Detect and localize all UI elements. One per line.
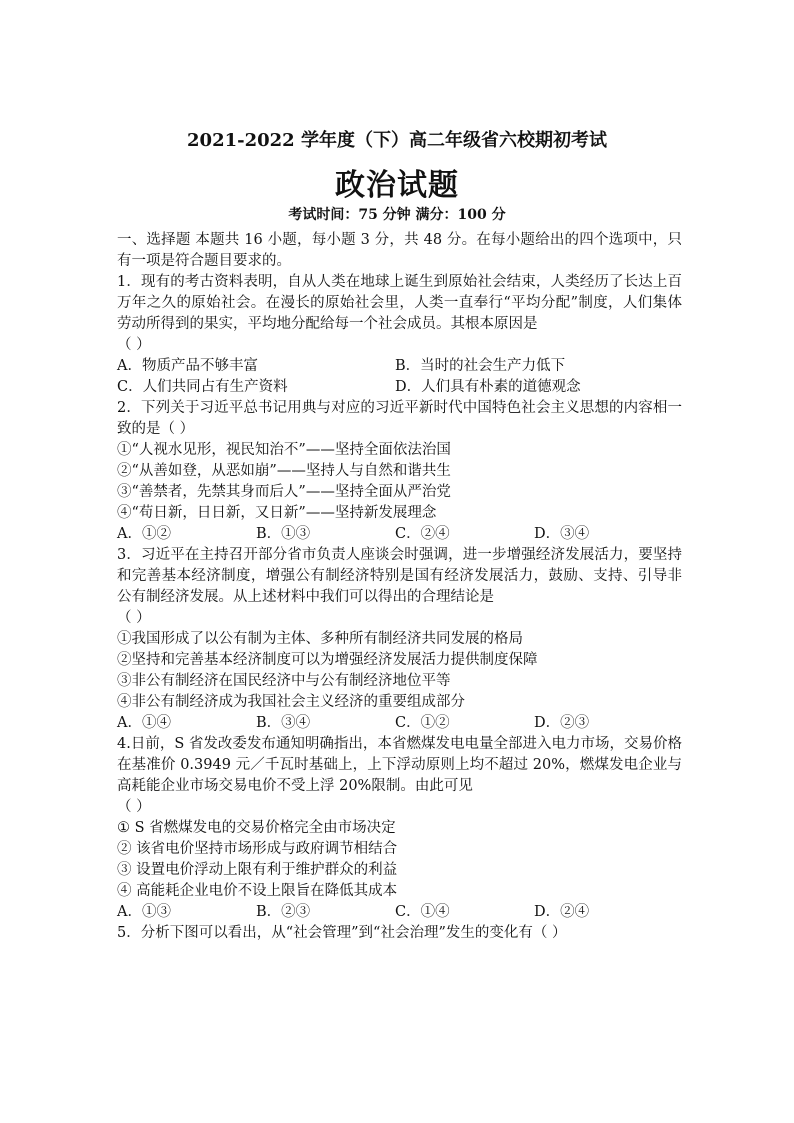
q4-option-a: A．①③ xyxy=(117,904,171,920)
q1-option-a: A．物质产品不够丰富 xyxy=(117,358,258,374)
q2-option-b: B．①③ xyxy=(256,526,311,542)
q3-item: ④非公有制经济成为我国社会主义经济的重要组成部分 xyxy=(117,694,465,710)
q1-option-d: D．人们具有朴素的道德观念 xyxy=(395,379,581,395)
q2-option-a: A．①② xyxy=(117,526,171,542)
q4-options xyxy=(117,902,682,923)
q2-option-d: D．③④ xyxy=(534,526,590,542)
q3-options xyxy=(117,713,682,734)
q2-option-c: C．②④ xyxy=(395,526,450,542)
q3-item: ①我国形成了以公有制为主体、多种所有制经济共同发展的格局 xyxy=(117,631,523,647)
exam-subject-title: 政治试题 xyxy=(335,168,459,203)
q4-item: ② 该省电价坚持市场形成与政府调节相结合 xyxy=(117,841,398,857)
q2-item: ②“从善如登，从恶如崩”——坚持人与自然和谐共生 xyxy=(117,463,451,479)
q1-stem: 1．现有的考古资料表明，自从人类在地球上诞生到原始社会结束，人类经历了长达上百万年之久的原始社会。在漫长的原始社会里，人类一直奉行“平均分配”制度，人们集体劳动所得到的果实，平均地分配给每一个社会成员。其根本原因是 xyxy=(117,274,682,332)
q3-stem: 3．习近平在主持召开部分省市负责人座谈会时强调，进一步增强经济发展活力，要坚持和完善基本经济制度，增强公有制经济特别是国有经济发展活力，鼓励、支持、引导非公有制经济发展。从上述材料中我们可以得出的合理结论是 xyxy=(117,547,682,605)
q3-option-c: C．①② xyxy=(395,715,450,731)
exam-meta: 考试时间：75 分钟 满分：100 分 xyxy=(288,207,506,223)
q5-stem: 5．分析下图可以看出，从“社会管理”到“社会治理”发生的变化有（ ） xyxy=(117,925,567,941)
exam-header: 2021-2022 学年度（下）高二年级省六校期初考试 xyxy=(187,130,607,151)
section-intro: 一、选择题 本题共 16 小题，每小题 3 分，共 48 分。在每小题给出的四个选项中，只有一项是符合题目要求的。 xyxy=(117,232,682,269)
q4-item: ③ 设置电价浮动上限有利于维护群众的利益 xyxy=(117,862,398,878)
q1-options-row1 xyxy=(117,356,682,377)
q3-option-b: B．③④ xyxy=(256,715,311,731)
q3-item: ②坚持和完善基本经济制度可以为增强经济发展活力提供制度保障 xyxy=(117,652,538,668)
q1-blank: （ ） xyxy=(117,337,151,353)
q3-item: ③非公有制经济在国民经济中与公有制经济地位平等 xyxy=(117,673,451,689)
q3-option-d: D．②③ xyxy=(534,715,590,731)
q1-option-b: B．当时的社会生产力低下 xyxy=(395,358,566,374)
q4-option-c: C．①④ xyxy=(395,904,450,920)
q4-option-d: D．②④ xyxy=(534,904,590,920)
q1-option-c: C．人们共同占有生产资料 xyxy=(117,379,288,395)
q2-stem: 2．下列关于习近平总书记用典与对应的习近平新时代中国特色社会主义思想的内容相一致的是（ ） xyxy=(117,400,682,437)
q2-item: ④“苟日新，日日新，又日新”——坚持新发展理念 xyxy=(117,505,437,521)
q2-item: ③“善禁者，先禁其身而后人”——坚持全面从严治党 xyxy=(117,484,451,500)
q2-item: ①“人视水见形，视民知治不”——坚持全面依法治国 xyxy=(117,442,451,458)
q3-blank: （ ） xyxy=(117,610,151,626)
q3-option-a: A．①④ xyxy=(117,715,171,731)
q1-options-row2 xyxy=(117,377,682,398)
q4-item: ④ 高能耗企业电价不设上限旨在降低其成本 xyxy=(117,883,398,899)
q4-item: ① S 省燃煤发电的交易价格完全由市场决定 xyxy=(117,820,396,836)
exam-content xyxy=(117,230,682,944)
q4-option-b: B．②③ xyxy=(256,904,311,920)
q4-stem: 4.日前，S 省发改委发布通知明确指出，本省燃煤发电电量全部进入电力市场，交易价格在基准价 0.3949 元／千瓦时基础上，上下浮动原则上均不超过 20%，燃煤发电企业与高耗能企业市场交易电价不受上浮 20%限制。由此可见 xyxy=(117,736,682,794)
q2-options xyxy=(117,524,682,545)
q4-blank: （ ） xyxy=(117,799,151,815)
